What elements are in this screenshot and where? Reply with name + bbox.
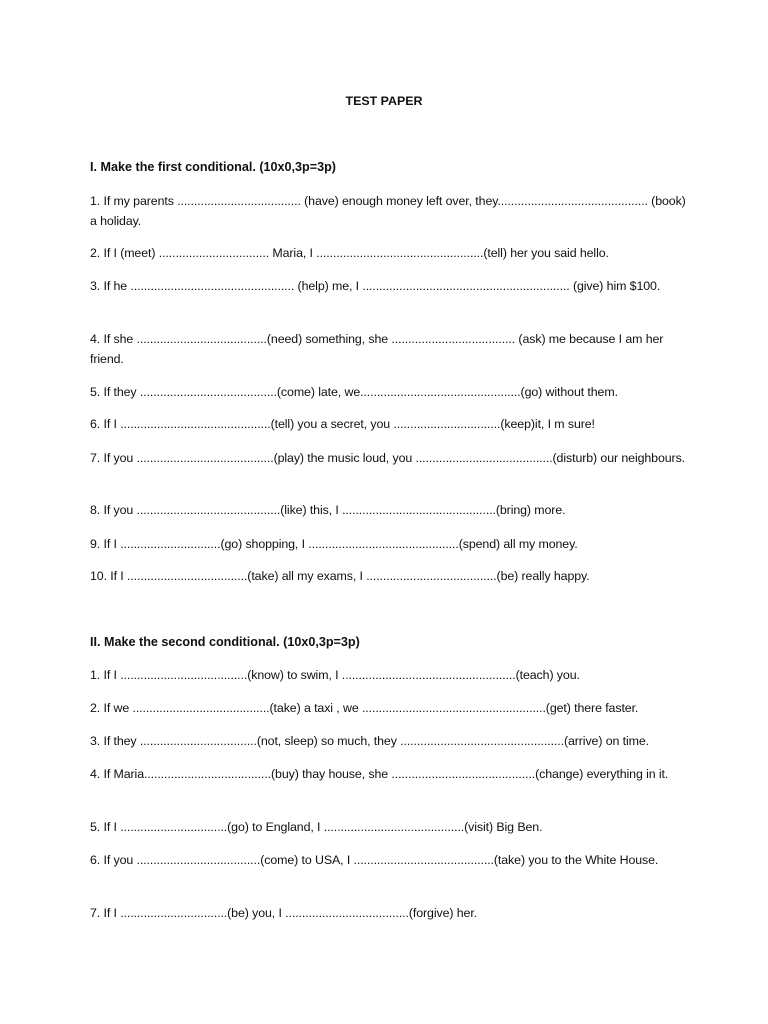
- exercise-1-item-9: 9. If I ..............................(go) shopping, I .............................................(spend) all my money.: [90, 537, 578, 551]
- exercise-2-item-3: 3. If they ...................................(not, sleep) so much, they .................................................(arrive) on time.: [90, 734, 649, 748]
- exercise-2-item-5: 5. If I ................................(go) to England, I ..........................................(visit) Big Ben.: [90, 820, 543, 834]
- section-1-heading: I. Make the first conditional. (10x0,3p=3p): [90, 160, 336, 174]
- exercise-2-item-1: 1. If I ......................................(know) to swim, I ....................................................(teach) you.: [90, 668, 580, 682]
- exercise-1-item-10: 10. If I ....................................(take) all my exams, I .......................................(be) really happy.: [90, 569, 590, 583]
- exercise-1-item-2: 2. If I (meet) ................................. Maria, I ..................................................(tell) her you said hello.: [90, 246, 609, 260]
- exercise-1-item-6: 6. If I .............................................(tell) you a secret, you ................................(keep)it, I m sure!: [90, 417, 595, 431]
- exercise-1-item-5: 5. If they .........................................(come) late, we................................................(go) without them.: [90, 385, 618, 399]
- exercise-1-item-4: 4. If she .......................................(need) something, she ..................................... (ask) me because I am her friend.: [90, 332, 664, 366]
- exercise-1-item-8: 8. If you ...........................................(like) this, I ..............................................(bring) more.: [90, 503, 566, 517]
- exercise-1-item-3: 3. If he ................................................. (help) me, I .............................................................. (give) him $100.: [90, 279, 661, 293]
- exercise-1-item-7: 7. If you .........................................(play) the music loud, you .........................................(disturb) our neighbours.: [90, 451, 686, 465]
- exercise-2-item-4: 4. If Maria......................................(buy) thay house, she ...........................................(change) everything in it.: [90, 767, 669, 781]
- exercise-2-item-2: 2. If we .........................................(take) a taxi , we .......................................................(get) there faster.: [90, 701, 639, 715]
- section-2-heading: II. Make the second conditional. (10x0,3p=3p): [90, 635, 360, 649]
- exercise-2-item-7: 7. If I ................................(be) you, I .....................................(forgive) her.: [90, 906, 477, 920]
- page-title: TEST PAPER: [345, 94, 423, 108]
- exercise-2-item-6: 6. If you .....................................(come) to USA, I ..........................................(take) you to the White House.: [90, 853, 659, 867]
- exercise-1-item-1: 1. If my parents ..................................... (have) enough money left over, they............................................. (book) a holiday.: [90, 194, 686, 228]
